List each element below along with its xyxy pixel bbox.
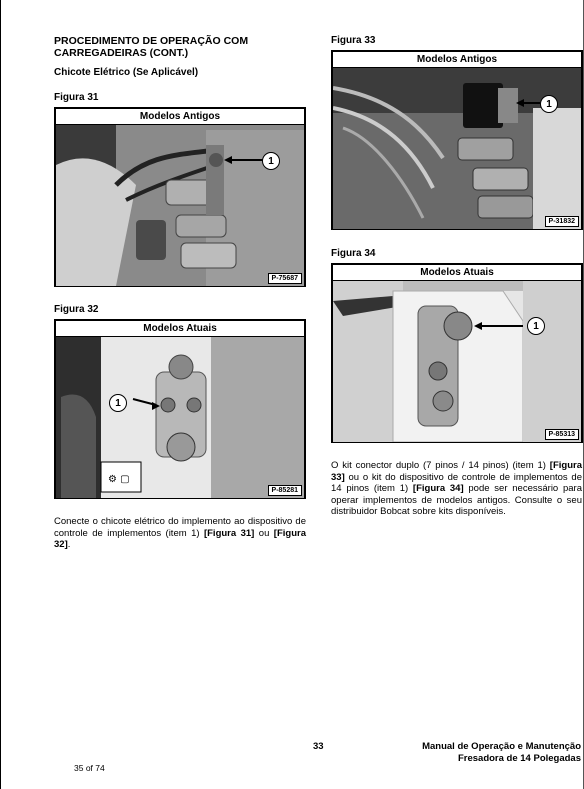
right-paragraph-ref-figure-33[interactable]: [Figura 33] bbox=[331, 460, 582, 483]
figure-31-title: Modelos Antigos bbox=[56, 109, 304, 125]
figure-33-callout: 1 bbox=[540, 95, 558, 113]
figure-34-title: Modelos Atuais bbox=[333, 265, 581, 281]
left-paragraph-text2: ou bbox=[254, 527, 274, 539]
right-paragraph-text2: ou o kit do dispositivo de controle de implementos de 14 pinos (item 1) bbox=[331, 471, 582, 494]
footer-manual-line1: Manual de Operação e Manutenção bbox=[422, 741, 581, 752]
svg-text:⚙ ▢: ⚙ ▢ bbox=[108, 474, 130, 485]
left-paragraph bbox=[54, 516, 306, 551]
section-title-line2: CARREGADEIRAS (CONT.) bbox=[54, 47, 189, 59]
left-paragraph-ref-figure-32[interactable]: [Figura 32] bbox=[54, 527, 306, 550]
figure-31 bbox=[54, 107, 306, 287]
figure-31-code: P-75687 bbox=[268, 273, 302, 284]
figure-32-callout: 1 bbox=[109, 394, 127, 412]
figure-32-title: Modelos Atuais bbox=[56, 321, 304, 337]
section-title-line1: PROCEDIMENTO DE OPERAÇÃO COM bbox=[54, 35, 249, 47]
figure-33-photo bbox=[333, 68, 581, 229]
left-paragraph-text1: Conecte o chicote elétrico do implemento ao dispositivo de controle de implementos (item 1) bbox=[54, 516, 306, 539]
figure-34-code: P-85313 bbox=[545, 429, 579, 440]
figure-32-code: P-85281 bbox=[268, 485, 302, 496]
figure-34 bbox=[331, 263, 583, 443]
figure-33-code: P-31832 bbox=[545, 216, 579, 227]
figure-34-photo bbox=[333, 281, 581, 442]
footer-manual-title bbox=[361, 741, 581, 764]
figure-32 bbox=[54, 319, 306, 499]
figure-32-photo bbox=[56, 337, 304, 498]
section-subtitle: Chicote Elétrico (Se Aplicável) bbox=[54, 67, 199, 78]
figure-33-title: Modelos Antigos bbox=[333, 52, 581, 68]
figure-33 bbox=[331, 50, 583, 230]
figure-31-photo bbox=[56, 125, 304, 286]
footer-manual-line2: Fresadora de 14 Polegadas bbox=[457, 752, 581, 764]
section-title bbox=[54, 35, 248, 59]
figure-34-callout: 1 bbox=[527, 317, 545, 335]
figure-31-label: Figura 31 bbox=[54, 92, 99, 103]
figure-31-callout: 1 bbox=[262, 152, 280, 170]
right-paragraph-text1: O kit conector duplo (7 pinos / 14 pinos) (item 1) bbox=[331, 460, 550, 471]
left-paragraph-text3: . bbox=[67, 539, 71, 550]
footer-page-number: 33 bbox=[313, 741, 324, 752]
footer-page-count: 35 of 74 bbox=[74, 763, 105, 773]
right-paragraph-ref-figure-34[interactable]: [Figura 34] bbox=[412, 483, 464, 494]
right-paragraph-text3: pode ser necessário para operar implementos de modelos antigos. Consulte o seu distribuidor Bobcat sobre kits disponíveis. bbox=[331, 483, 582, 517]
left-paragraph-ref-figure-31[interactable]: [Figura 31] bbox=[203, 527, 255, 539]
figure-32-label: Figura 32 bbox=[54, 304, 99, 315]
figure-33-label: Figura 33 bbox=[331, 35, 376, 46]
figure-34-label: Figura 34 bbox=[331, 248, 376, 259]
page-edge-left bbox=[0, 0, 1, 789]
right-paragraph bbox=[331, 460, 582, 518]
